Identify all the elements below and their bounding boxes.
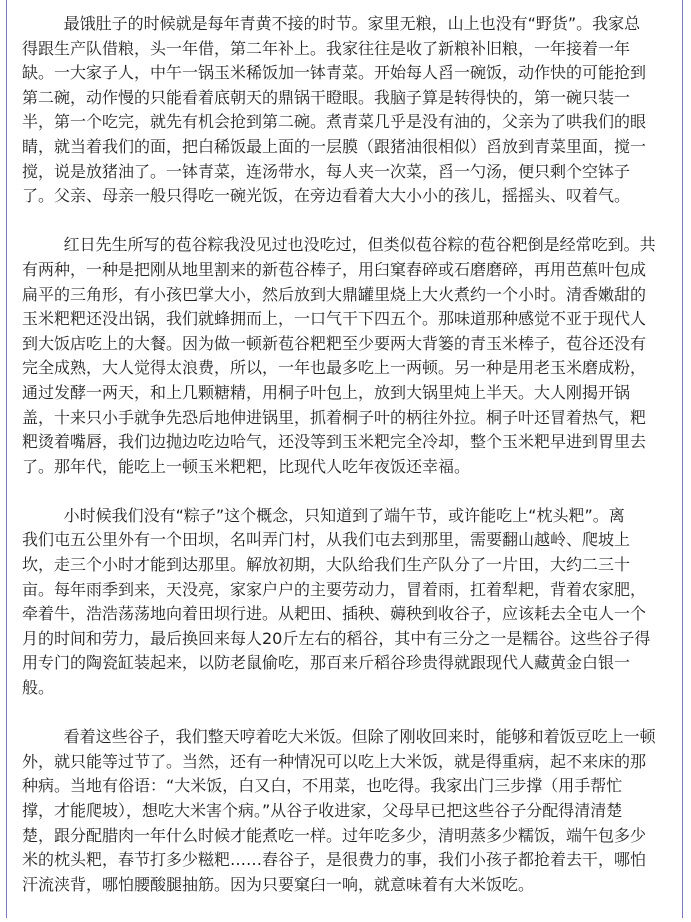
text-line: 楚，跟分配腊肉一年什么时候才能煮吃一样。过年吃多少，清明蒸多少糯饭，端午包多少	[22, 825, 647, 845]
text-line: 米的枕头粑，春节打多少糍粑……舂谷子，是很费力的事，我们小孩子都抢着去干，哪怕	[22, 850, 647, 870]
text-line: 我们屯五公里外有一个田坝，名叫弄门村，从我们屯去到那里，需要翻山越岭、爬坡上	[22, 530, 631, 550]
text-line: 外，就只能等过节了。当然，还有一种情况可以吃上大米饭，就是得重病，起不来床的那	[22, 751, 647, 771]
text-line: 看着这些谷子，我们整天哼着吃大米饭。但除了刚收回来时，能够和着饭豆吃上一顿	[63, 727, 656, 747]
text-line: 月的时间和劳力，最后换回来每人20斤左右的稻谷，其中有三分之一是糯谷。这些谷子得	[22, 628, 651, 648]
text-line: 扁平的三角形，有小孩巴掌大小，然后放到大鼎罐里烧上大火煮约一个小时。清香嫩甜的	[22, 284, 647, 304]
text-line: 了。父亲、母亲一般只得吃一碗光饭，在旁边看着大大小小的孩儿，摇摇头、叹着气。	[22, 186, 631, 206]
text-line: 通过发酵一两天，和上几颗糖精，用桐子叶包上，放到大锅里炖上半天。大人刚揭开锅	[22, 382, 631, 402]
text-line: 最饿肚子的时候就是每年青黄不接的时节。家里无粮，山上也没有“野货”。我家总	[63, 14, 641, 33]
text-line: 种病。当地有俗语：“大米饭，白又白，不用菜，也吃得。我家出门三步撑（用手帮忙	[22, 776, 623, 796]
text-line: 了。那年代，能吃上一顿玉米粑粑，比现代人吃年夜饭还幸福。	[22, 456, 471, 476]
text-line: 得跟生产队借粮，头一年借，第二年补上。我家往往是收了新粮补旧粮，一年接着一年	[22, 38, 631, 58]
text-line: 到大饭店吃上的大餐。因为做一顿新苞谷粑粑至少要两大背篓的青玉米棒子，苞谷还没有	[22, 333, 647, 353]
text-line: 红日先生所写的苞谷粽我没见过也没吃过，但类似苞谷粽的苞谷粑倒是经常吃到。共	[63, 235, 656, 255]
text-line: 玉米粑粑还没出锅，我们就蜂拥而上，一口气干下四五个。那味道那种感觉不亚于现代人	[22, 309, 647, 329]
paragraph-3	[22, 504, 674, 701]
paragraph-2	[22, 233, 674, 479]
text-line: 亩。每年雨季到来，天没亮，家家户户的主要劳动力，冒着雨，扛着犁耙，背着农家肥，	[22, 579, 647, 599]
text-line: 撑，才能爬坡），想吃大米害个病。”从谷子收进家，父母早已把这些谷子分配得清清楚	[22, 801, 623, 820]
paragraph-1	[22, 12, 674, 209]
text-line: 第二碗，动作慢的只能看着底朝天的鼎锅干瞪眼。我脑子算是转得快的，第一碗只装一	[22, 87, 631, 107]
text-line: 半，第一个吃完，就先有机会抢到第二碗。煮青菜几乎是没有油的，父亲为了哄我们的眼	[22, 112, 647, 132]
text-line: 汗流浃背，哪怕腰酸腿抽筋。因为只要窠臼一响，就意味着有大米饭吃。	[22, 874, 535, 894]
text-line: 盖，十来只小手就争先恐后地伸进锅里，抓着桐子叶的柄往外拉。桐子叶还冒着热气，粑	[22, 407, 647, 427]
text-line: 睛，就当着我们的面，把白稀饭最上面的一层膜（跟猪油很相似）舀放到青菜里面，搅一	[22, 136, 647, 156]
text-line: 般。	[22, 678, 55, 698]
paragraph-4	[22, 725, 674, 897]
text-line: 牵着牛，浩浩荡荡地向着田坝行进。从耙田、插秧、薅秧到收谷子，应该耗去全屯人一个	[22, 604, 647, 624]
text-line: 缺。一大家子人，中午一锅玉米稀饭加一钵青菜。开始每人舀一碗饭，动作快的可能抢到	[22, 63, 647, 83]
text-line: 坎，走三个小时才能到达那里。解放初期，大队给我们生产队分了一片田，大约二三十	[22, 555, 631, 575]
text-line: 小时候我们没有“粽子”这个概念，只知道到了端午节，或许能吃上“枕头粑”。离	[63, 505, 625, 525]
article-body	[22, 12, 674, 922]
text-line: 完全成熟，大人觉得太浪费，所以，一年也最多吃上一两顿。另一种是用老玉米磨成粉，	[22, 358, 647, 378]
text-line: 粑烫着嘴唇，我们边抛边吃边哈气，还没等到玉米粑完全冷却，整个玉米粑早进到胃里去	[22, 432, 647, 452]
text-line: 有两种，一种是把刚从地里割来的新苞谷棒子，用臼窠舂碎或石磨磨碎，再用芭蕉叶包成	[22, 259, 647, 279]
text-line: 用专门的陶瓷缸装起来，以防老鼠偷吃，那百来斤稻谷珍贵得就跟现代人藏黄金白银一	[22, 653, 631, 673]
text-line: 搅，说是放猪油了。一钵青菜，连汤带水，每人夹一次菜，舀一勺汤，便只剩个空钵子	[22, 161, 631, 181]
